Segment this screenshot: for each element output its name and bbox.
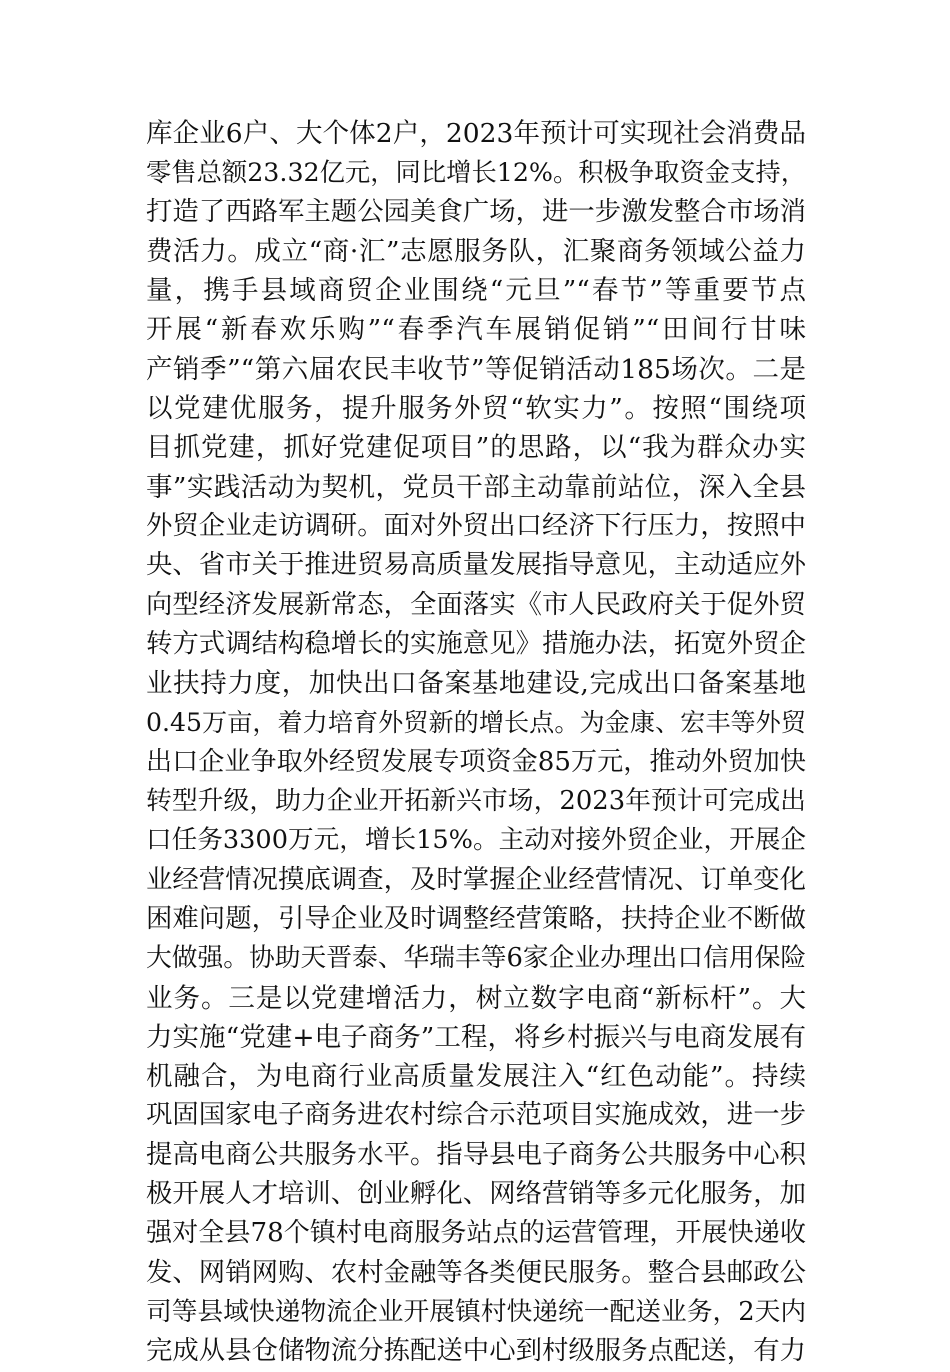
text-line-2: 零售总额23.32亿元，同比增长12%。积极争取资金支持， — [146, 158, 806, 188]
text-line-28: 极开展人才培训、创业孵化、网络营销等多元化服务，加 — [146, 1179, 806, 1210]
text-line-12: 央、省市关于推进贸易高质量发展指导意见，主动适应外 — [146, 550, 806, 581]
text-line-24: 力实施“党建+电子商务”工程，将乡村振兴与电商发展有 — [146, 1021, 806, 1053]
text-line-3: 打造了西路军主题公园美食广场，进一步激发整合市场消 — [146, 196, 806, 227]
text-line-15: 业扶持力度，加快出口备案基地建设,完成出口备案基地 — [146, 668, 806, 700]
text-line-19: 口任务3300万元，增长15%。主动对接外贸企业，开展企 — [146, 825, 806, 856]
text-line-7: 产销季”“第六届农民丰收节”等促销活动185场次。二是 — [146, 353, 806, 385]
text-line-13: 向型经济发展新常态，全面落实《市人民政府关于促外贸 — [146, 589, 806, 620]
text-line-20: 业经营情况摸底调查，及时掌握企业经营情况、订单变化 — [146, 864, 806, 895]
text-line-21: 困难问题，引导企业及时调整经营策略，扶持企业不断做 — [146, 903, 806, 934]
text-line-25: 机融合，为电商行业高质量发展注入“红色动能”。持续 — [146, 1061, 806, 1093]
text-line-8: 以党建优服务，提升服务外贸“软实力”。按照“围绕项 — [146, 393, 806, 425]
text-line-6: 开展“新春欢乐购”“春季汽车展销促销”“田间行甘味 — [146, 314, 806, 346]
text-line-23: 业务。三是以党建增活力，树立数字电商“新标杆”。大 — [146, 982, 806, 1014]
text-line-10: 事”实践活动为契机，党员干部主动靠前站位，深入全县 — [146, 471, 806, 503]
text-line-26: 巩固国家电子商务进农村综合示范项目实施成效，进一步 — [146, 1100, 806, 1131]
text-line-32: 完成从县仓储物流分拣配送中心到村级服务点配送，有力 — [146, 1336, 806, 1367]
text-line-31: 司等县域快递物流企业开展镇村快递统一配送业务，2天内 — [146, 1296, 807, 1327]
text-line-5: 量，携手县域商贸企业围绕“元旦”“春节”等重要节点 — [146, 275, 806, 307]
text-line-22: 大做强。协助天晋泰、华瑞丰等6家企业办理出口信用保险 — [146, 943, 807, 974]
text-line-30: 发、网销网购、农村金融等各类便民服务。整合县邮政公 — [146, 1257, 806, 1288]
text-line-27: 提高电商公共服务水平。指导县电子商务公共服务中心积 — [146, 1139, 806, 1170]
text-line-1: 库企业6户、大个体2户，2023年预计可实现社会消费品 — [146, 118, 806, 149]
text-line-16: 0.45万亩，着力培育外贸新的增长点。为金康、宏丰等外贸 — [146, 708, 806, 738]
body-text — [146, 114, 806, 1372]
text-line-9: 目抓党建，抓好党建促项目”的思路，以“我为群众办实 — [146, 432, 806, 464]
text-line-29: 强对全县78个镇村电商服务站点的运营管理，开展快递收 — [146, 1218, 806, 1249]
text-line-18: 转型升级，助力企业开拓新兴市场，2023年预计可完成出 — [146, 786, 806, 817]
text-line-14: 转方式调结构稳增长的实施意见》措施办法，拓宽外贸企 — [146, 628, 806, 659]
text-line-11: 外贸企业走访调研。面对外贸出口经济下行压力，按照中 — [146, 510, 806, 541]
text-line-4: 费活力。成立“商·汇”志愿服务队，汇聚商务领域公益力 — [146, 235, 806, 267]
text-line-17: 出口企业争取外经贸发展专项资金85万元，推动外贸加快 — [146, 746, 806, 777]
